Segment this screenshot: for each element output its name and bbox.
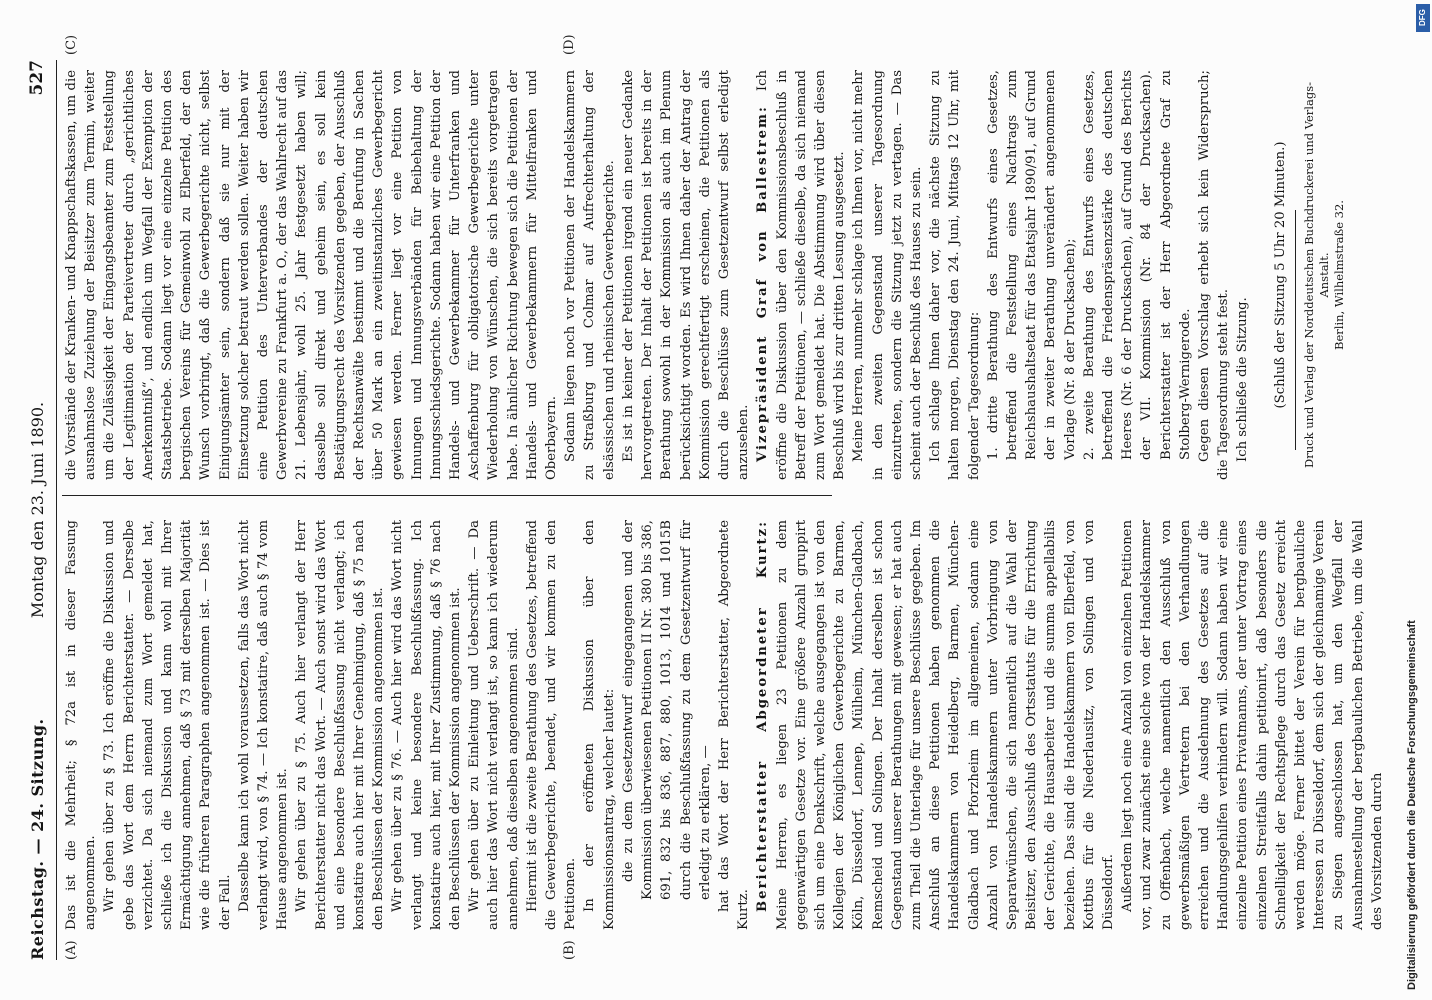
dfg-funding-note: Digitalisierung gefördert durch die Deutsche Forschungsgemeinschaft	[1406, 620, 1418, 990]
paragraph: Es ist in keiner der Petitionen irgend ein neuer Gedanke hervorgetreten. Der Inhalt der Petitionen ist bereits in der Berathung sowohl in der Kommission als auch im Plenum berücksichtigt worden. Es wird Ihnen daher der Antrag der Kommission gerechtfertigt erscheinen, die Petitionen als durch die Beschlüsse zum Gesetzentwurf selbst erledigt anzusehen.	[620, 70, 752, 480]
margin-marker-b: (B)	[562, 940, 577, 960]
quoted-motion: die zu dem Gesetzentwurf eingegangenen und der Kommission überwiesenen Petitionen II Nr. 380 bis 386, 691, 832 bis 836, 887, 880, 1013, 1014 und 1015B durch die Beschlußfassung zu dem Gesetzentwurf für erledigt zu erklären, —	[620, 520, 713, 900]
paragraph: Ich schließe die Sitzung.	[1235, 297, 1251, 462]
header-date: Montag den 23. Juni 1890.	[28, 401, 47, 619]
header-rule	[56, 60, 57, 960]
left-column	[62, 520, 1387, 930]
paragraph: hat das Wort der Herr Berichterstatter, Abgeordnete Kurtz.	[716, 520, 752, 930]
speaker-name: Vizepräsident Graf von Ballestrem:	[755, 105, 771, 462]
paragraph: Wir gehen über zu § 76. — Auch hier wird das Wort nicht verlangt und keine besondere Beschlußfassung. Ich konstatire auch hier, mit Ihrer Zustimmung, daß § 76 nach den Beschlüssen der Kommission angenommen ist.	[390, 520, 464, 930]
margin-marker-d: (D)	[562, 34, 577, 55]
speech-text: Meine Herren, es liegen 23 Petitionen zu dem gegenwärtigen Gesetze vor. Eine größere Anzahl gruppirt sich um eine Denkschrift, welche ausgegangen ist von den Kollegien der Königlichen Gewerbegerichte zu Barmen, Köln, Düsseldorf, Lennep, Mülheim, München-Gladbach, Remscheid und Solingen. Der Inhalt derselben ist schon Gegenstand unserer Berathungen mit gewesen; er hat auch zum Theil die Unterlage für unsere Beschlüsse gegeben. Im Anschluß an diese Petitionen haben genommen die Handelskammern von Heidelberg, Barmen, München-Gladbach und Pforzheim im allgemeinen, sodann eine Anzahl von Handelskammern unter Vorbringung von Separatwünschen, die sich namentlich auf die Wahl der Beisitzer, den Ausschluß des Ortsstatuts für die Errichtung der Gerichte, die Hausarbeiter und die summa appellabilis beziehen. Das sind die Handelskammern von Elberfeld, von Kottbus für die Niederlausitz, von Solingen und von Düsseldorf.	[774, 520, 1116, 930]
printer-imprint	[1302, 70, 1347, 480]
paragraph: Hiermit ist die zweite Berathung des Gesetzes, betreffend die Gewerbegerichte, beendet, und wir kommen zu den Petitionen.	[524, 520, 579, 930]
footer-rule	[1295, 210, 1296, 450]
printer-line-1: Druck und Verlag der Norddeutschen Buchdruckerei und Verlags-Anstalt.	[1302, 82, 1331, 468]
margin-marker-c: (C)	[64, 34, 79, 55]
right-column	[62, 70, 1290, 480]
margin-marker-a: (A)	[64, 940, 79, 960]
paragraph: Gegen diesen Vorschlag erhebt sich kein Widerspruch; die Tagesordnung steht fest.	[1196, 70, 1232, 480]
session-close-note: (Schluß der Sitzung 5 Uhr 20 Minuten.)	[1272, 141, 1288, 409]
paragraph: Meine Herren, nunmehr schlage ich Ihnen vor, nicht mehr in den zweiten Gegenstand unserer Tagesordnung einzutreten, sondern die Sitzung jetzt zu vertagen. — Das scheint auch der Beschluß des Hauses zu sein.	[851, 70, 924, 480]
header-session: Reichstag. — 24. Sitzung.	[28, 718, 47, 960]
page-number: 527	[27, 60, 47, 96]
paragraph: Wir gehen über zu § 73. Ich eröffne die Diskussion und gebe das Wort dem Herrn Berichterstatter. — Derselbe verzichtet. Da sich niemand zum Wort gemeldet hat, schließe ich die Diskussion und kann wohl mit Ihrer Ermächtigung annehmen, daß § 73 mit derselben Majorität wie die früheren Paragraphen angenommen ist. — Dies ist der Fall.	[102, 520, 233, 930]
agenda-item: 2. zweite Berathung des Entwurfs eines Gesetzes, betreffend die Friedenspräsenzstärke des deutschen Heeres (Nr. 6 der Drucksachen), auf Grund des Berichts der VII. Kommission (Nr. 84 der Drucksachen). Berichterstatter ist der Herr Abgeordnete Graf zu Stolberg-Wernigerode.	[1081, 70, 1193, 460]
dfg-logo: DFG	[1416, 4, 1430, 32]
paragraph: Wir gehen über zu § 75. Auch hier verlangt der Herr Berichterstatter nicht das Wort. — Auch sonst wird das Wort und eine besondere Beschlußfassung nicht verlangt; ich konstatire auch hier mit Ihrer Genehmigung, daß § 75 nach den Beschlüssen der Kommission angenommen ist.	[294, 520, 387, 930]
printer-line-2: Berlin, Wilhelmstraße 32.	[1332, 200, 1346, 350]
paragraph: Das ist die Mehrheit; § 72a ist in dieser Fassung angenommen.	[64, 520, 99, 930]
paragraph: Außerdem liegt noch eine Anzahl von einzelnen Petitionen vor, und zwar zunächst eine solche von der Handelskammer zu Offenbach, welche namentlich den Ausschluß von gewerbsmäßigen Vertretern bei den Verhandlungen erreichen und die Ausdehnung des Gesetzes auf die Handlungsgehilfen verhindern will. Sodann haben wir eine einzelne Petition eines Privatmanns, der unter Vortrag eines einzelnen Streitfalls dahin petitionirt, daß besonders die Schnelligkeit der Rechtspflege durch das Gesetz erreicht werden möge. Ferner bittet der Verein für bergbauliche Interessen zu Düsseldorf, dem sich der gleichnamige Verein zu Siegen angeschlossen hat, um den Wegfall der Ausnahmestellung der bergbaulichen Betriebe, um die Wahl des Vorsitzenden durch	[1120, 520, 1385, 930]
column-divider	[62, 495, 832, 496]
speech-paragraph	[753, 70, 849, 480]
paragraph: Wir gehen über zu Einleitung und Ueberschrift. — Da auch hier das Wort nicht verlangt ist, so kann ich wiederum annehmen, daß dieselben angenommen sind.	[467, 520, 521, 930]
agenda-item: 1. dritte Berathung des Entwurfs eines Gesetzes, betreffend die Feststellung eines Nachtrags zum Reichshaushaltsetat für das Etatsjahr 1890/91, auf Grund der in zweiter Berathung unverändert angenommenen Vorlage (Nr. 8 der Drucksachen);	[985, 70, 1078, 460]
paragraph: In der eröffneten Diskussion über den Kommissionsantrag, welcher lautet:	[582, 520, 617, 930]
paragraph: Sodann liegen noch vor Petitionen der Handelskammern zu Straßburg und Colmar auf Aufrechterhaltung der elsässischen und rheinischen Gewerbegerichte.	[563, 70, 617, 480]
paragraph: Dasselbe kann ich wohl voraussetzen, falls das Wort nicht verlangt wird, von § 74. — Ich konstatire, daß auch § 74 vom Hause angenommen ist.	[236, 520, 291, 930]
paragraph: die Vorstände der Kranken- und Knappschaftskassen, um die ausnahmslose Zuziehung der Beisitzer zum Termin, weiter um die Zulässigkeit der Eingangsbeamter zum Feststellung der Legitimation der Parteivertreter durch „gerichtliches Anerkenntniß“, und endlich um Wegfall der Exemption der Staatsbetriebe. Sodann liegt vor eine einzelne Petition des bergischen Vereins für Gemeinwohl zu Elberfeld, der den Wunsch vorbringt, daß die Gewerbegerichte nicht, selbst Einigungsämter sein, sondern daß sie nur mit der Einsetzung solcher betraut werden sollen. Weiter haben wir eine Petition des Unterverbandes der deutschen Gewerbvereine zu Frankfurt a. O., der das Wahlrecht auf das 21. Lebensjahr, wohl 25. Jahr festgesetzt haben will; dasselbe soll direkt und geheim sein, es soll kein Bestätigungsrecht des Vorsitzenden gegeben, der Ausschluß der Rechtsanwälte bestimmt und die Berufung in Sachen über 50 Mark an ein zweitinstanzliches Gewerbegericht gewiesen werden. Ferner liegt vor eine Petition von Innungen und Innungsverbänden für Beibehaltung der Innungsschiedsgerichte. Sodann haben wir eine Petition der Handels- und Gewerbekammer für Unterfranken und Aschaffenburg für obligatorische Gewerbegerichte unter Wiederholung von Wünschen, die sich bereits vorgetragen habe. In ähnlicher Richtung bewegen sich die Petitionen der Handels- und Gewerbekammern für Mittelfranken und Oberbayern.	[64, 70, 560, 480]
speech-paragraph	[753, 520, 1118, 930]
speaker-name: Berichterstatter Abgeordneter Kurtz:	[755, 520, 771, 912]
paragraph: Ich schlage Ihnen daher vor, die nächste Sitzung zu halten morgen, Dienstag den 24. Juni, Mittags 12 Uhr, mit folgender Tagesordnung:	[928, 70, 982, 480]
running-header	[28, 60, 54, 960]
agenda-list	[984, 70, 1195, 480]
speech-text: Ich eröffne die Diskussion über den Kommissionsbeschluß in Betreff der Petitionen, — schließe dieselbe, da sich niemand zum Wort gemeldet hat. Die Abstimmung wird über diesen Beschluß wird bis zur dritten Lesung ausgesetzt.	[755, 70, 848, 480]
